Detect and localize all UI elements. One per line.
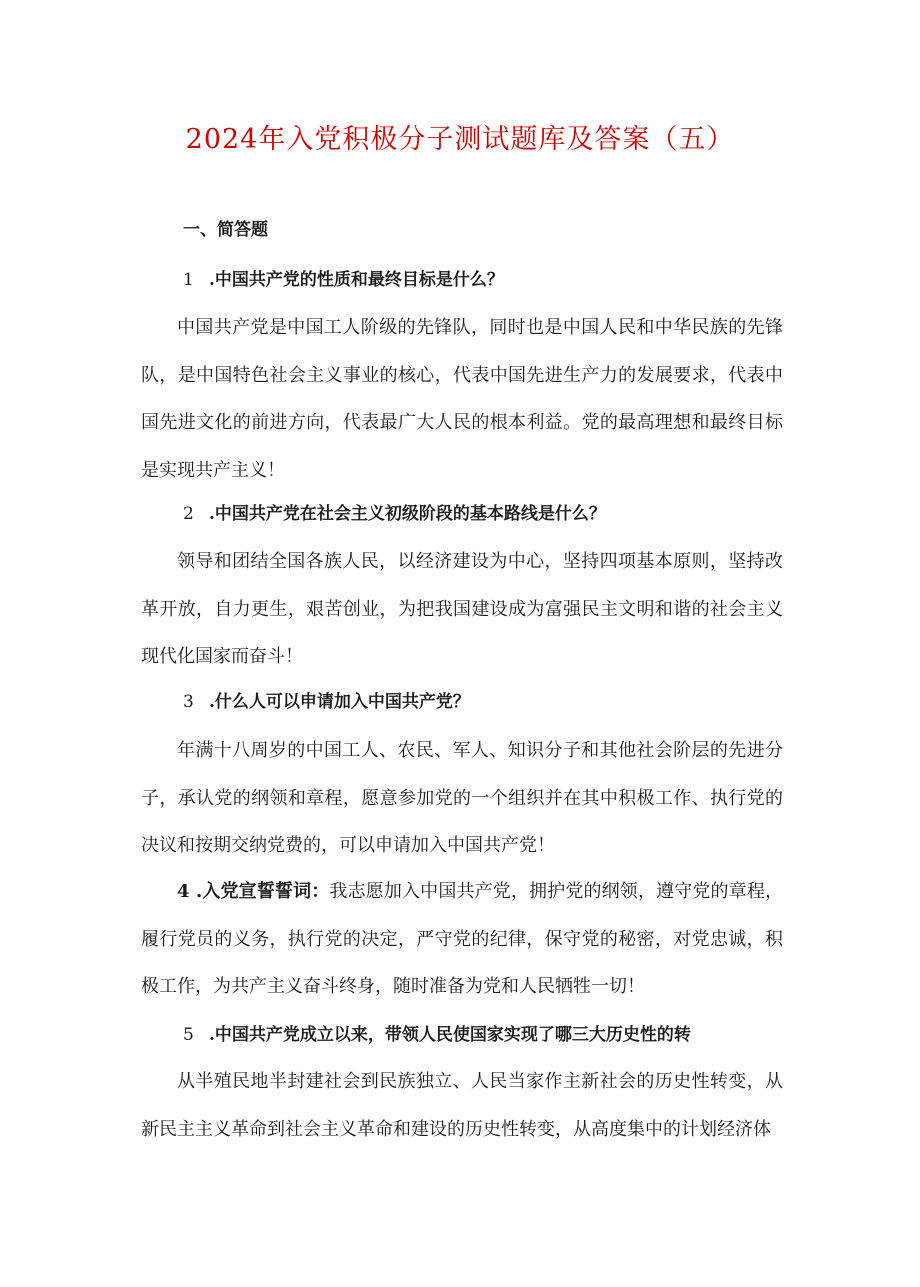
question-number: 4 [177,881,190,902]
question-text: .中国共产党在社会主义初级阶段的基本路线是什么？ [209,504,606,524]
question-3 [183,688,470,716]
answer-2: 领导和团结全国各族人民，以经济建设为中心，坚持四项基本原则，坚持改革开放，自力更生，艰苦创业，为把我国建设成为富强民主文明和谐的社会主义现代化国家而奋斗！ [141,551,783,667]
question-number: 3 [183,692,194,712]
answer-3: 年满十八周岁的中国工人、农民、军人、知识分子和其他社会阶层的先进分子，承认党的纲领和章程，愿意参加党的一个组织并在其中积极工作、执行党的决议和按期交纳党费的，可以申请加入中国共产党！ [141,740,783,856]
section-heading: 一、简答题 [183,220,268,240]
page-title: 2024年入党积极分子测试题库及答案（五） [185,124,735,155]
question-1 [183,266,504,294]
question-number: 1 [183,270,194,290]
question-text: .中国共产党成立以来，带领人民使国家实现了哪三大历史性的转 [209,1025,691,1045]
question-text: .入党宣誓誓词 [195,881,312,902]
question-5 [183,1021,691,1049]
answer-4 [141,868,783,1011]
question-2 [183,500,606,528]
question-number: 2 [183,504,194,524]
question-4: 4 .入党宣誓誓词： [177,881,330,902]
question-text: .中国共产党的性质和最终目标是什么？ [209,270,504,290]
answer-5: 从半殖民地半封建社会到民族独立、人民当家作主新社会的历史性转变，从新民主主义革命到社会主义革命和建设的历史性转变，从高度集中的计划经济体 [141,1071,783,1140]
question-number: 5 [183,1025,194,1045]
answer-1: 中国共产党是中国工人阶级的先锋队，同时也是中国人民和中华民族的先锋队，是中国特色社会主义事业的核心，代表中国先进生产力的发展要求，代表中国先进文化的前进方向，代表最广大人民的根本利益。党的最高理想和最终目标是实现共产主义！ [141,317,783,481]
question-text: .什么人可以申请加入中国共产党？ [209,692,470,712]
answer-text: 我志愿加入中国共产党，拥护党的纲领，遵守党的章程，履行党员的义务，执行党的决定，严守党的纪律，保守党的秘密，对党忠诚，积极工作，为共产主义奋斗终身，随时准备为党和人民牺牲一切！ [141,881,783,997]
